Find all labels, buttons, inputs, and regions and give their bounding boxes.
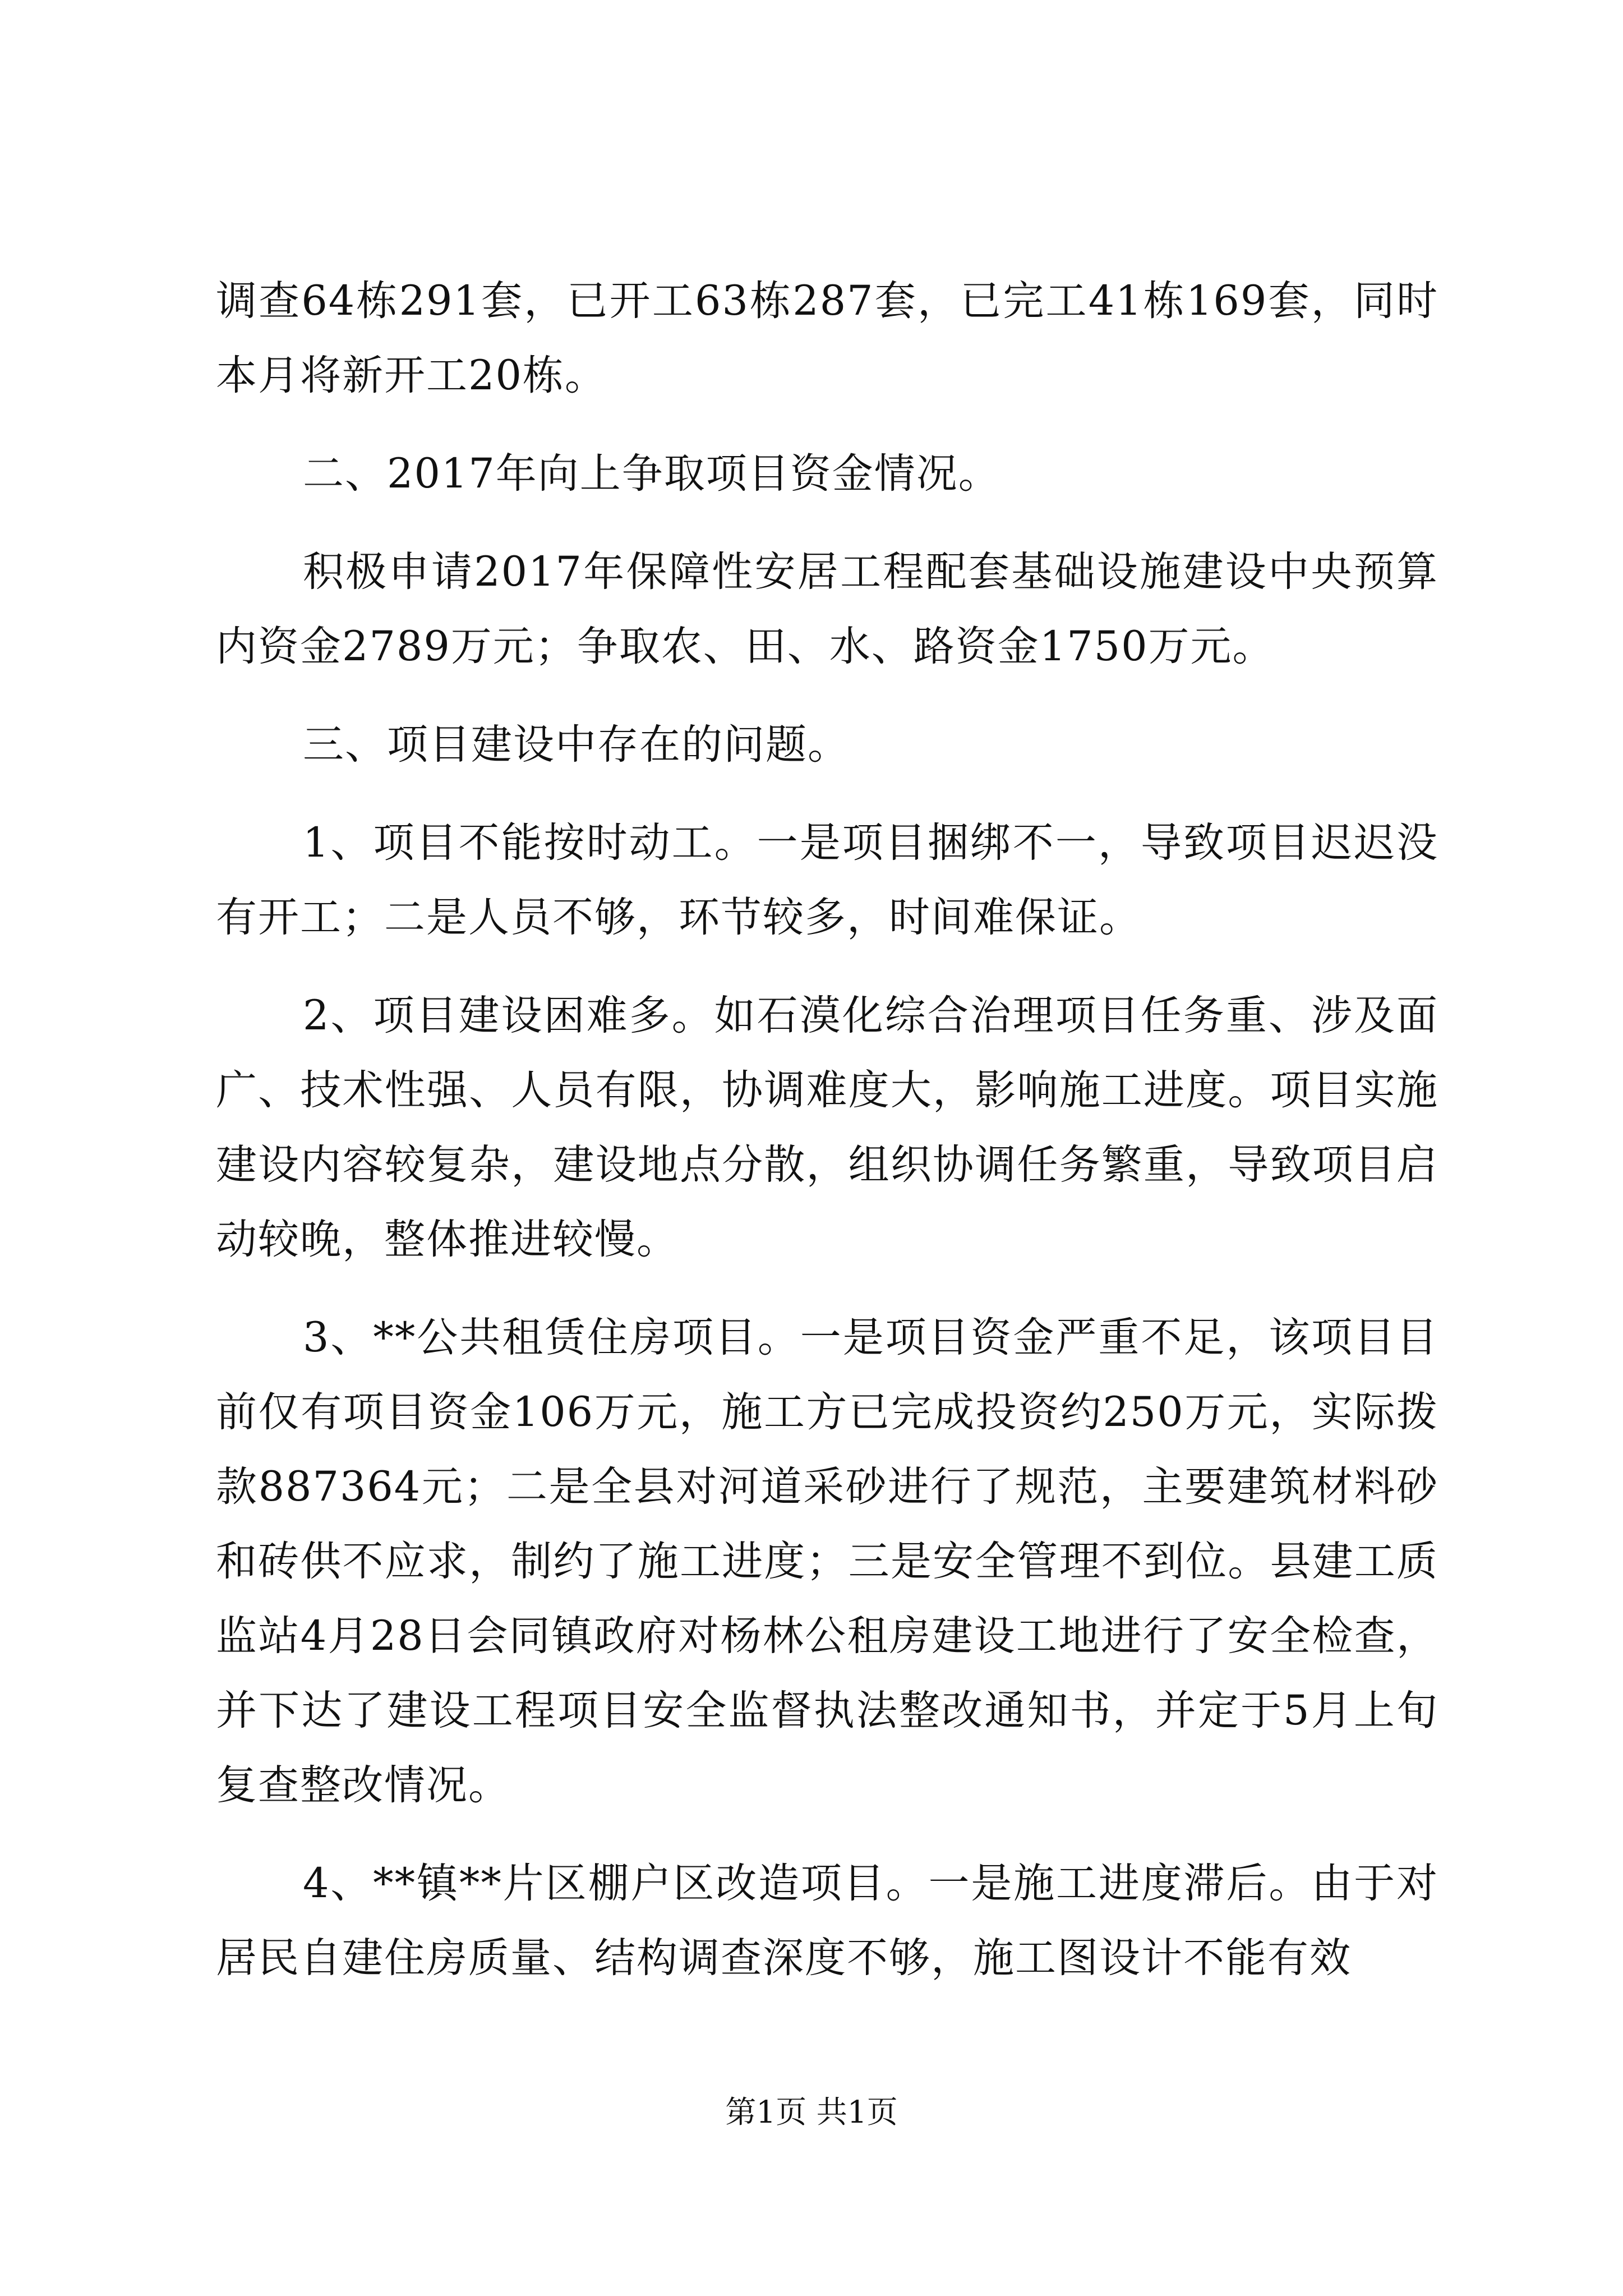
paragraph-issue-1: 1、项目不能按时动工。一是项目捆绑不一，导致项目迟迟没有开工；二是人员不够，环节较多，时间难保证。: [216, 819, 1438, 941]
section-heading-3: 三、项目建设中存在的问题。: [303, 721, 850, 769]
paragraph-issue-4: 4、**镇**片区棚户区改造项目。一是施工进度滞后。由于对居民自建住房质量、结构调查深度不够，施工图设计不能有效: [216, 1860, 1438, 1982]
section-heading-2: 二、2017年向上争取项目资金情况。: [303, 450, 1000, 498]
paragraph-3: 积极申请2017年保障性安居工程配套基础设施建设中央预算内资金2789万元；争取农、田、水、路资金1750万元。: [216, 548, 1438, 670]
paragraph-issue-2: 2、项目建设困难多。如石漠化综合治理项目任务重、涉及面广、技术性强、人员有限，协调难度大，影响施工进度。项目实施建设内容较复杂，建设地点分散，组织协调任务繁重，导致项目启动较晚，整体推进较慢。: [216, 992, 1438, 1263]
paragraph-1: 调查64栋291套，已开工63栋287套，已完工41栋169套，同时本月将新开工20栋。: [216, 277, 1438, 399]
paragraph-issue-3: 3、**公共租赁住房项目。一是项目资金严重不足，该项目目前仅有项目资金106万元，施工方已完成投资约250万元，实际拨款887364元；二是全县对河道采砂进行了规范，主要建筑材料砂和砖供不应求，制约了施工进度；三是安全管理不到位。县建工质监站4月28日会同镇政府对杨林公租房建设工地进行了安全检查，并下达了建设工程项目安全监督执法整改通知书，并定于5月上旬复查整改情况。: [216, 1314, 1438, 1809]
page-footer: 第1页 共1页: [725, 2094, 898, 2130]
document-body: [216, 264, 1438, 2019]
